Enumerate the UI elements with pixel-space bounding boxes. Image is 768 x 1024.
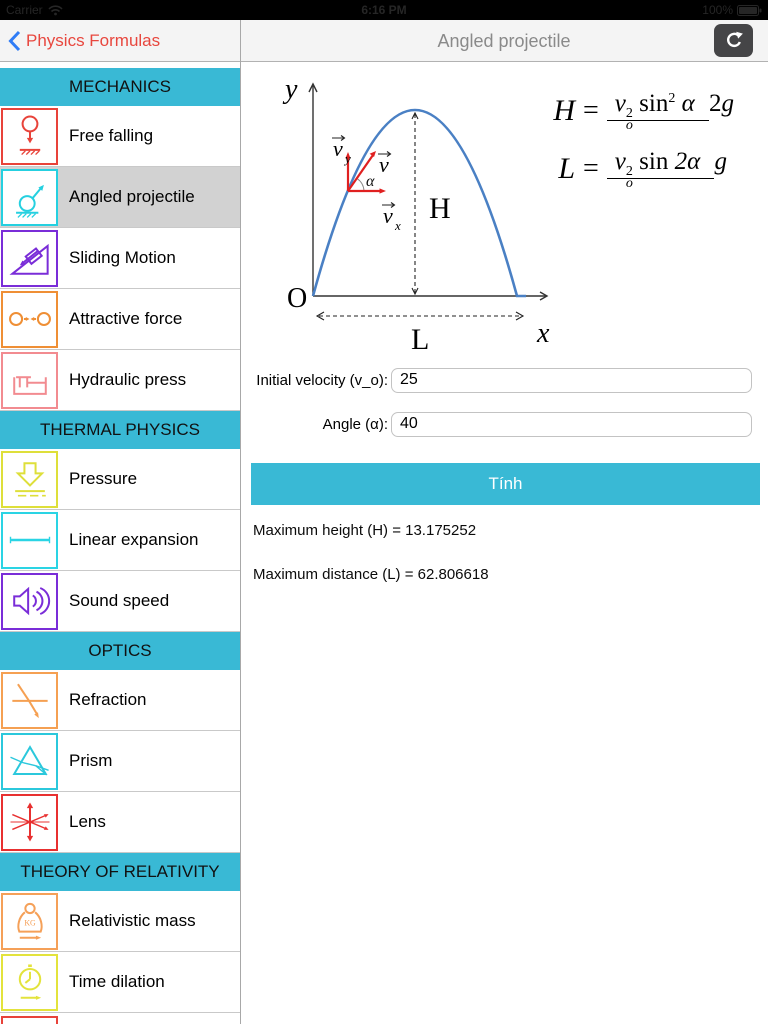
- lens-icon: [1, 794, 58, 851]
- angled-projectile-icon: [1, 169, 58, 226]
- calculate-button[interactable]: Tính: [251, 463, 760, 505]
- prism-icon: [1, 733, 58, 790]
- max-height-result: Maximum height (H) = 13.175252: [253, 522, 477, 539]
- sidebar-item-lens[interactable]: [0, 792, 240, 853]
- sidebar-item-label: Sliding Motion: [69, 248, 176, 267]
- time-dilation-icon: [1, 954, 58, 1011]
- nav-bar: [0, 20, 768, 62]
- battery-icon: [737, 5, 762, 16]
- sidebar-item-free-falling[interactable]: [0, 106, 240, 167]
- sidebar-item-label: Linear expansion: [69, 530, 199, 549]
- h-label: H: [429, 192, 451, 225]
- sidebar-item-refraction[interactable]: [0, 670, 240, 731]
- sidebar-item-pressure[interactable]: [0, 449, 240, 510]
- section-header-mechanics: MECHANICS: [0, 68, 240, 106]
- section-header-relativity: THEORY OF RELATIVITY: [0, 853, 240, 891]
- velocity-input[interactable]: [391, 368, 752, 393]
- sidebar-item-angled-projectile[interactable]: [0, 167, 240, 228]
- sidebar-item-label: Time dilation: [69, 972, 165, 991]
- formula-l: L = v 2 o sin 2α g: [558, 148, 727, 191]
- vx-label: v: [383, 203, 393, 228]
- l-label: L: [411, 323, 430, 356]
- sidebar-item-label: Refraction: [69, 690, 147, 709]
- status-bar: [0, 0, 768, 20]
- sidebar-item-sound-speed[interactable]: [0, 571, 240, 632]
- origin-label: O: [287, 283, 308, 314]
- section-header-thermal: THERMAL PHYSICS: [0, 411, 240, 449]
- sidebar-item-label: Hydraulic press: [69, 370, 187, 389]
- sidebar-item-prism[interactable]: [0, 731, 240, 792]
- sidebar-item-hydraulic-press[interactable]: [0, 350, 240, 411]
- hydraulic-press-icon: [1, 352, 58, 409]
- svg-text:KG: KG: [23, 918, 36, 928]
- sidebar-item-partial: [0, 1013, 240, 1024]
- sidebar-item-attractive-force[interactable]: [0, 289, 240, 350]
- angle-label: Angle (α):: [322, 415, 388, 433]
- sidebar-item-label: Relativistic mass: [69, 911, 196, 930]
- velocity-label: Initial velocity (v_o):: [256, 371, 388, 389]
- vy-label: v: [333, 136, 343, 161]
- refresh-icon: [723, 30, 745, 52]
- refraction-icon: [1, 672, 58, 729]
- angle-row: [241, 411, 761, 437]
- sidebar-item-label: Sound speed: [69, 591, 170, 610]
- formula-h: H = v 2 o $\sin^2 \alpha$ 2g: [553, 90, 734, 133]
- back-chevron-icon: [8, 30, 21, 52]
- pane-divider: [240, 20, 241, 1024]
- sidebar-item-time-dilation[interactable]: [0, 952, 240, 1013]
- sound-speed-icon: [1, 573, 58, 630]
- y-axis-label: y: [285, 74, 298, 105]
- sidebar-item-linear-expansion[interactable]: [0, 510, 240, 571]
- refresh-button[interactable]: [714, 24, 753, 57]
- angle-input[interactable]: [391, 412, 752, 437]
- sidebar-item-label: Attractive force: [69, 309, 183, 328]
- page-title: Angled projectile: [437, 31, 571, 51]
- attractive-force-icon: [1, 291, 58, 348]
- sidebar-item-label: Pressure: [69, 469, 138, 488]
- sidebar-item-label: Free falling: [69, 126, 154, 145]
- svg-text:y: y: [345, 151, 351, 166]
- section-header-optics: OPTICS: [0, 632, 240, 670]
- back-label: Physics Formulas: [26, 31, 161, 50]
- sidebar-item-sliding-motion[interactable]: [0, 228, 240, 289]
- sidebar-item-label: Lens: [69, 812, 106, 831]
- projectile-diagram: [253, 68, 555, 360]
- velocity-row: [241, 367, 761, 393]
- svg-text:x: x: [395, 218, 401, 233]
- formulas-block: [541, 90, 766, 190]
- x-axis-label: x: [537, 318, 550, 349]
- pressure-icon: [1, 451, 58, 508]
- sidebar-item-relativistic-mass[interactable]: [0, 891, 240, 952]
- sidebar-item-label: Prism: [69, 751, 113, 770]
- linear-expansion-icon: [1, 512, 58, 569]
- relativistic-mass-icon: [1, 893, 58, 950]
- battery-percent: 100%: [702, 3, 733, 17]
- sliding-motion-icon: [1, 230, 58, 287]
- sidebar-item-label: Angled projectile: [69, 187, 195, 206]
- alpha-label: α: [366, 173, 375, 190]
- carrier-label: Carrier: [6, 3, 43, 17]
- v-label: v: [379, 152, 389, 177]
- detail-pane: [241, 62, 768, 1024]
- free-falling-icon: [1, 108, 58, 165]
- back-button[interactable]: [8, 20, 160, 62]
- clock: 6:16 PM: [361, 3, 407, 17]
- sidebar: [0, 62, 240, 1024]
- max-distance-result: Maximum distance (L) = 62.806618: [253, 566, 489, 583]
